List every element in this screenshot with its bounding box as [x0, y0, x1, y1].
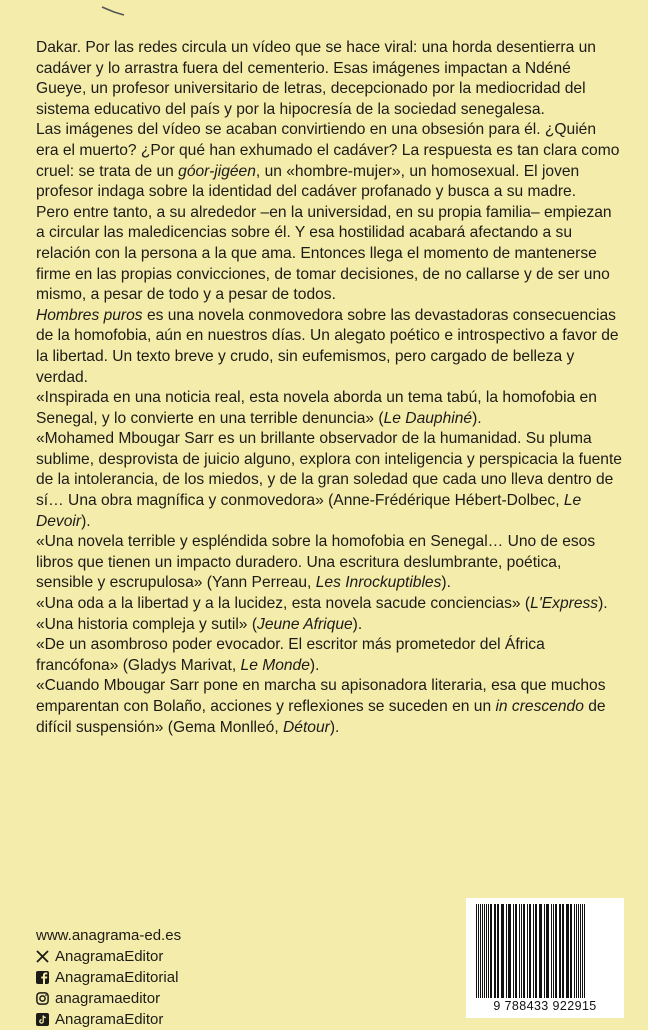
instagram-handle-text: anagramaeditor: [55, 990, 161, 1007]
quote-source: Jeune Afrique: [257, 615, 353, 633]
synopsis-paragraph-3: [36, 203, 622, 306]
synopsis-text-4: es una novela conmovedora sobre las devastadoras consecuencias de la homofobia, aún en nuestros días. Un alegato poético e introspectivo a favor de la libertad. Un texto breve y crudo, sin eufemismos, pero cargado de belleza y verdad.: [36, 306, 619, 386]
barcode-bar: [535, 904, 537, 998]
synopsis-paragraph-1: [36, 38, 622, 120]
barcode-bar: [555, 904, 557, 998]
barcode-bar: [546, 904, 549, 998]
barcode-bar: [562, 904, 564, 998]
instagram-icon: [36, 992, 49, 1005]
barcode-bar: [584, 904, 585, 998]
quote-text: «Mohamed Mbougar Sarr es un brillante observador de la humanidad. Su pluma sublime, desprovista de juicio alguno, explora con inteligencia y perspicacia la fuente de la intolerancia, de los miedos, y de la gran soledad que cada uno lleva dentro de sí… Una obra magnífica y conmovedora» (: [36, 430, 622, 510]
synopsis-text-2a: Las imágenes del vídeo se acaban convirtiendo en una obsesión para él. ¿Quién era el muerto? ¿Por qué han exhumado el cadáver? La respuesta es tan clara como cruel: se trata de un: [36, 121, 620, 180]
barcode-bar: [497, 904, 499, 998]
publisher-contacts: [36, 925, 266, 1030]
quote-close: ).: [309, 656, 320, 674]
barcode-bar: [580, 904, 581, 998]
review-quote: [36, 615, 622, 636]
quote-text: «Cuando Mbougar Sarr pone en marcha su apisonadora literaria, esa que muchos emparentan con Bolaño, acciones y reflexiones se suceden en un: [36, 677, 606, 715]
barcode-bar: [494, 904, 496, 998]
quote-italic-phrase: in crescendo: [495, 698, 584, 715]
barcode-bar: [486, 904, 487, 998]
blurb-text: [36, 38, 622, 738]
barcode-bar: [478, 904, 479, 998]
quote-source: Détour: [283, 718, 330, 736]
quote-close: ).: [441, 574, 451, 592]
barcode-bar: [576, 904, 577, 998]
quote-source: Le Devoir: [36, 492, 582, 530]
corner-mark: [100, 4, 126, 16]
quote-text: «Una historia compleja y sutil» (: [36, 615, 258, 633]
barcode-bar: [490, 904, 492, 998]
quote-text: «Inspirada en una noticia real, esta novela aborda un tema tabú, la homofobia en Senegal, y lo convierte en una terrible denuncia» (: [36, 389, 597, 427]
barcode-bar: [515, 904, 517, 998]
instagram-handle[interactable]: [36, 988, 266, 1009]
barcode-bar: [488, 904, 489, 998]
quote-close: ).: [81, 512, 91, 530]
synopsis-text-3: Pero entre tanto, a su alrededor –en la universidad, en su propia familia– empiezan a circular las maledicencias sobre él. Y esa hostilidad acabará afectando a su relación con la persona a la que ama. Entonces llega el momento de mantenerse firme en las propias convicciones, de tomar decisiones, de no callarse y de ser uno mismo, a pesar de todo y a pesar de todos.: [36, 203, 612, 304]
synopsis-paragraph-2: [36, 120, 622, 202]
facebook-icon: [36, 971, 49, 984]
barcode-bar: [513, 904, 514, 998]
quote-text-end: de difícil suspensión» (: [36, 698, 606, 736]
barcode-bar: [476, 904, 477, 998]
book-title: Hombres puros: [36, 306, 143, 324]
barcode-bar: [519, 904, 520, 998]
review-quote: [36, 532, 622, 594]
review-quote: [36, 594, 622, 615]
barcode-bar: [508, 904, 511, 998]
quote-source: Les Inrockuptibles: [315, 574, 442, 592]
facebook-handle-text: AnagramaEditorial: [55, 969, 179, 986]
barcode-bar: [539, 904, 542, 998]
x-handle[interactable]: [36, 946, 266, 967]
quote-author: Anne-Frédérique Hébert-Dolbec,: [333, 492, 564, 510]
isbn-barcode: [466, 898, 624, 1018]
barcode-bar: [574, 904, 575, 998]
review-quote: [36, 388, 622, 429]
review-quote-last: [36, 676, 622, 738]
barcode-bar: [533, 904, 534, 998]
barcode-bar: [544, 904, 545, 998]
synopsis-paragraph-4: [36, 306, 622, 388]
barcode-bar: [527, 904, 528, 998]
tiktok-handle-text: AnagramaEditor: [55, 1011, 164, 1028]
quote-close: ).: [598, 595, 608, 613]
quote-close: ).: [472, 409, 482, 427]
synopsis-text-2b: , un «hombre-mujer», un homosexual. El joven profesor indaga sobre la identidad del cadáver profanado y busca a su madre.: [36, 162, 580, 201]
quote-author: Gema Monlleó,: [172, 718, 284, 736]
barcode-bar: [578, 904, 579, 998]
barcode-bar: [480, 904, 481, 998]
barcode-bar: [506, 904, 507, 998]
website-text: www.anagrama-ed.es: [36, 927, 182, 944]
quote-author: Gladys Marivat,: [127, 656, 241, 674]
quote-text: «De un asombroso poder evocador. El escritor más prometedor del África francófona» (: [36, 636, 545, 674]
barcode-bar: [484, 904, 485, 998]
x-handle-text: AnagramaEditor: [55, 948, 164, 965]
quote-text: «Una novela terrible y espléndida sobre la homofobia en Senegal… Uno de esos libros que tienen un impacto duradero. Una escritura deslumbrante, poética, sensible y escrupulosa» (: [36, 533, 596, 592]
barcode-bar: [582, 904, 583, 998]
barcode-bar: [523, 904, 525, 998]
tiktok-handle[interactable]: [36, 1009, 266, 1030]
synopsis-text-1: Dakar. Por las redes circula un vídeo que se hace viral: una horda desentierra un cadáver y lo arrastra fuera del cementerio. Esas imágenes impactan a Ndéné Gueye, un profesor universitario de letras, decepcionado por la mediocridad del sistema educativo del país y por la hipocresía de la sociedad senegalesa.: [36, 39, 596, 118]
barcode-bar: [521, 904, 522, 998]
barcode-bars: [474, 904, 616, 998]
barcode-bar: [559, 904, 561, 998]
barcode-bar: [529, 904, 531, 998]
barcode-bar: [553, 904, 554, 998]
barcode-bar: [570, 904, 572, 998]
barcode-bar: [551, 904, 552, 998]
review-quote: [36, 635, 622, 676]
quote-close: ).: [329, 718, 340, 736]
quote-author: Yann Perreau,: [211, 574, 316, 592]
quote-source: Le Monde: [240, 656, 310, 674]
facebook-handle[interactable]: [36, 967, 266, 988]
barcode-bar: [482, 904, 483, 998]
tiktok-icon: [36, 1013, 49, 1026]
x-icon: [36, 950, 49, 963]
quote-source: L'Express: [530, 595, 599, 613]
quote-text: «Una oda a la libertad y a la lucidez, esta novela sacude conciencias» (: [36, 595, 531, 613]
quote-source: Le Dauphiné: [383, 409, 473, 427]
barcode-bar: [501, 904, 504, 998]
website-link[interactable]: [36, 925, 266, 946]
quote-close: ).: [352, 615, 363, 633]
term-goor-jigeen: góor-jigéen: [178, 162, 256, 180]
review-quote: [36, 429, 622, 532]
isbn-number: 9 788433 922915: [493, 999, 597, 1013]
barcode-bar: [566, 904, 569, 998]
